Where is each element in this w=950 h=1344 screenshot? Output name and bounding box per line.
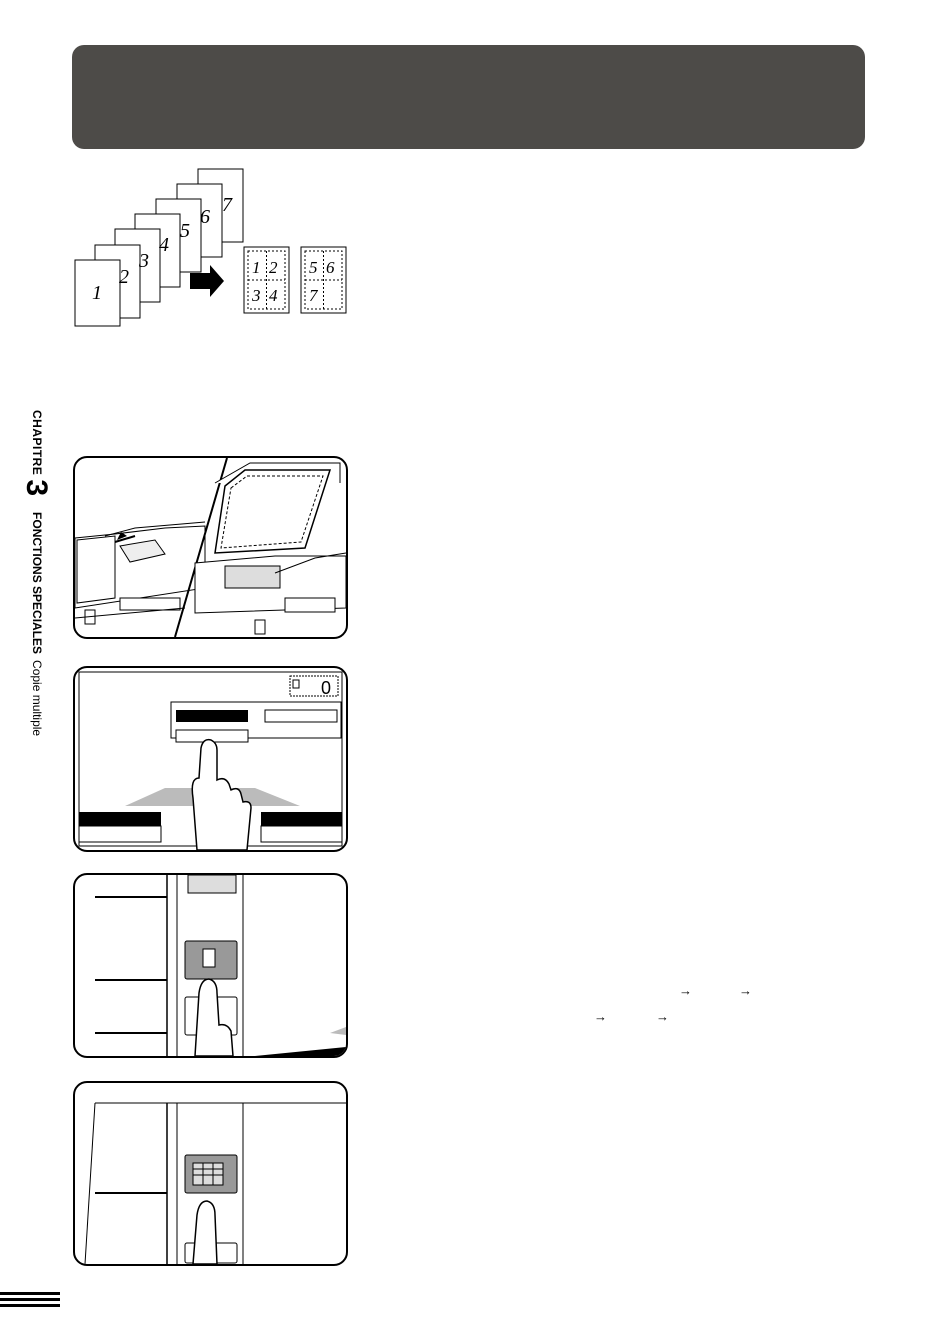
- control-panel-keys: [75, 875, 346, 1056]
- mode-key-selected[interactable]: [176, 710, 248, 722]
- page-digit-1: 1: [92, 282, 102, 304]
- svg-text:2: 2: [269, 258, 278, 277]
- svg-text:4: 4: [269, 286, 278, 305]
- page-digit-3: 3: [139, 250, 149, 272]
- paper-icon: [293, 680, 299, 688]
- page-digit-7: 7: [222, 194, 232, 216]
- result-sheet-1: [244, 247, 289, 313]
- touch-panel-illustration: [73, 666, 348, 852]
- result-sheet-2: [301, 247, 346, 313]
- key-top[interactable]: [188, 875, 236, 893]
- arrow-glyph-1: →: [679, 983, 692, 998]
- subsection-label: Copie multiple: [30, 660, 44, 737]
- page-digit-5: 5: [180, 220, 190, 242]
- copier-illustration: [75, 458, 346, 637]
- page-digit-4: 4: [159, 234, 169, 256]
- place-originals-panel: [73, 456, 348, 639]
- control-panel-keys-2: [75, 1083, 346, 1264]
- chapter-label: CHAPITRE: [30, 410, 44, 476]
- svg-text:6: 6: [326, 258, 335, 277]
- document-icon: [203, 949, 215, 967]
- header-band: [72, 45, 865, 149]
- sort-icon: [193, 1163, 223, 1185]
- svg-text:5: 5: [309, 258, 318, 277]
- svg-text:1: 1: [252, 258, 261, 277]
- page-edge-marker: [0, 1292, 60, 1310]
- page-digit-6: 6: [200, 206, 210, 228]
- arrow-glyph-2: →: [739, 983, 752, 998]
- arrow-glyph-3: →: [594, 1009, 607, 1024]
- key-press-panel-2: [73, 1081, 348, 1266]
- svg-text:3: 3: [252, 286, 261, 305]
- multi-shot-diagram: [72, 165, 357, 330]
- mode-key[interactable]: [265, 710, 337, 722]
- svg-text:7: 7: [309, 286, 318, 305]
- section-label: FONCTIONS SPECIALES: [30, 512, 44, 655]
- page-digit-2: 2: [119, 266, 129, 288]
- chapter-sidebar: [22, 410, 52, 830]
- key-press-panel-1: [73, 873, 348, 1058]
- counter-display: 0: [321, 678, 332, 698]
- arrow-glyph-4: →: [656, 1009, 669, 1024]
- chapter-number: 3: [20, 479, 53, 497]
- finger-icon: [193, 1201, 217, 1264]
- touch-screen: [75, 668, 346, 850]
